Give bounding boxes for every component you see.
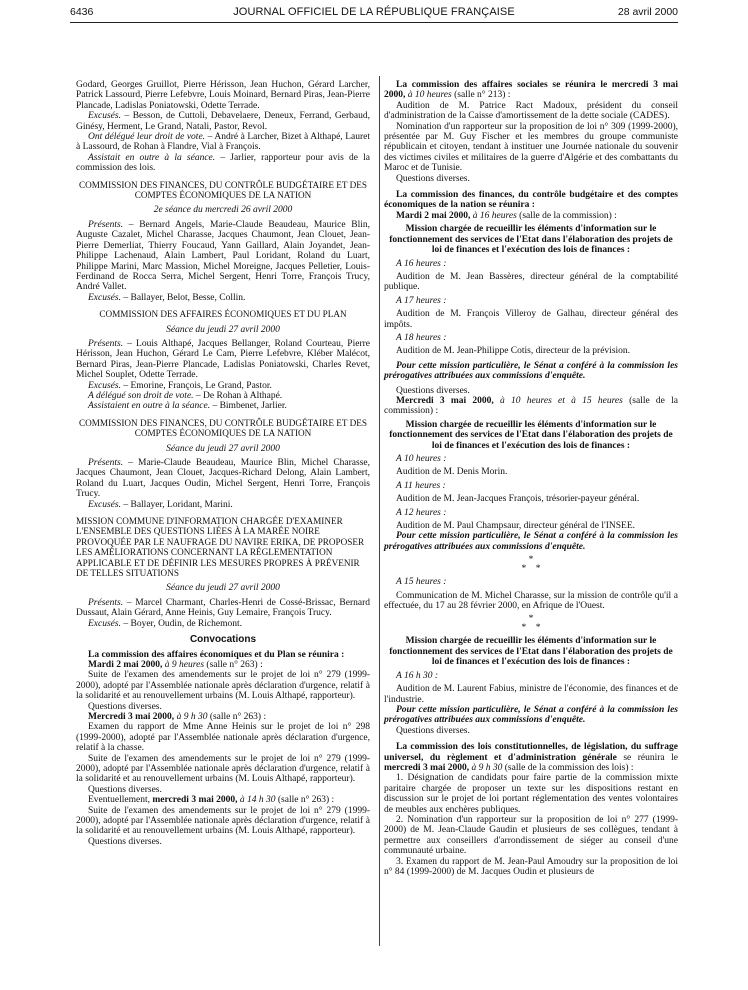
session-subtitle: 2e séance du mercredi 26 avril 2000 <box>153 205 293 216</box>
mission-title: Mission chargée de recueillir les éléments d'information sur le fonctionnement des services de l'Etat dans l'élaboration des projets de loi de finances et l'exécution des lois de finances : <box>389 419 673 451</box>
meeting-date-line: Mercredi 3 mai 2000, à 9 h 30 (salle n° 263) : <box>88 711 267 722</box>
excused-paragraph: Excusés. – Ballayer, Loridant, Marini. <box>88 499 233 510</box>
attendees-paragraph: Présents. – Bernard Angels, Marie-Claude Beaudeau, Maurice Blin, Auguste Cazalet, Michel Charasse, Jacques Chaumont, Jean Clouet, Jean-Pierre Demerliat, Thierry Foucaud, Yann Gaillard, Alain Joyandet, Jean-Philippe Lachenaud, Alain Lambert, Paul Loridant, Roland du Luart, Philippe Marini, Marc Massion, Michel Moreigne, Jacques Pelletier, Louis-Ferdinand de Rocca Serra, Michel Sergent, Henri Torre, François Trucy, André Vallet. <box>76 219 370 293</box>
excused-paragraph: Excusés. – Besson, de Cuttoli, Debavelaere, Deneux, Ferrand, Gerbaud, Ginésy, Herment, Le Grand, Natali, Pastor, Revol. <box>76 111 370 132</box>
senat-note: Pour cette mission particulière, le Sénat a conféré à la commission les prérogatives attribuées aux commissions d'enquête. <box>384 704 678 726</box>
agenda-paragraph: Questions diverses. <box>396 385 470 396</box>
agenda-paragraph: Audition de M. Jean Bassères, directeur général de la comptabilité publique. <box>384 271 678 293</box>
agenda-paragraph: Questions diverses. <box>88 836 162 847</box>
time-slot: A 16 heures : <box>396 258 447 269</box>
session-subtitle: Séance du jeudi 27 avril 2000 <box>166 324 280 335</box>
journal-title: JOURNAL OFFICIEL DE LA RÉPUBLIQUE FRANÇAISE <box>233 6 515 18</box>
meeting-date-line: Mardi 2 mai 2000, à 9 heures (salle n° 263) : <box>88 659 263 670</box>
page-header <box>70 5 678 21</box>
convocation-heading: La commission des lois constitutionnelles, de législation, du suffrage universel, du règlement et d'administration générale se réunira le mercredi 3 mai 2000, à 9 h 30 (salle de la commission des lois) : <box>384 742 679 773</box>
time-slot: A 15 heures : <box>396 577 447 588</box>
agenda-paragraph: Questions diverses. <box>88 784 162 795</box>
right-column <box>384 80 678 877</box>
meeting-date-line: Mardi 2 mai 2000, à 16 heures (salle de la commission) : <box>396 210 617 221</box>
section-title-finances: COMMISSION DES FINANCES, DU CONTRÔLE BUDGÉTAIRE ET DES COMPTES ÉCONOMIQUES DE LA NATION <box>78 179 367 201</box>
attendees-paragraph: Présents. – Louis Althapé, Jacques Bellanger, Roland Courteau, Pierre Hérisson, Jean Huchon, Gérard Le Cam, Pierre Lefebvre, Kléber Malécot, Bernard Piras, Jean-Pierre Plancade, Ladislas Poniatowski, Charles Revet, Michel Souplet, Odette Terrade. <box>76 338 370 381</box>
section-title-affaires-economiques: COMMISSION DES AFFAIRES ÉCONOMIQUES ET DU PLAN <box>99 309 347 320</box>
session-subtitle: Séance du jeudi 27 avril 2000 <box>166 583 280 594</box>
also-attended-paragraph: Assistaient en outre à la séance. – Bimbenet, Jarlier. <box>88 401 287 412</box>
issue-date: 28 avril 2000 <box>617 6 678 18</box>
mission-title: Mission chargée de recueillir les éléments d'information sur le fonctionnement des services de l'Etat dans l'élaboration des projets de loi de finances et l'exécution des lois de finances : <box>389 636 673 668</box>
left-column <box>76 80 370 847</box>
agenda-paragraph: Questions diverses. <box>396 173 470 184</box>
delegated-vote-paragraph: Ont délégué leur droit de vote. – André à Larcher, Bizet à Althapé, Lauret à Lassourd, de Rohan à Flandre, Vial à François. <box>76 132 370 153</box>
section-title-finances: COMMISSION DES FINANCES, DU CONTRÔLE BUDGÉTAIRE ET DES COMPTES ÉCONOMIQUES DE LA NATION <box>78 417 367 439</box>
agenda-item: 3. Examen du rapport de M. Jean-Paul Amoudry sur la proposition de loi n° 84 (1999-2000) de M. Jacques Oudin et plusieurs de <box>384 856 678 877</box>
agenda-paragraph: Audition de M. François Villeroy de Galhau, directeur général des impôts. <box>384 309 678 330</box>
agenda-paragraph: Suite de l'examen des amendements sur le projet de loi n° 279 (1999-2000), adopté par l'Assemblée nationale après déclaration d'urgence, relatif à la solidarité et au renouvellement urbains (M. Louis Althapé, rapporteur). <box>76 670 370 702</box>
convocation-heading: La commission des affaires économiques et du Plan se réunira : <box>88 649 345 660</box>
agenda-paragraph: Audition de M. Denis Morin. <box>396 467 508 478</box>
agenda-paragraph: Questions diverses. <box>88 701 162 712</box>
time-slot: A 17 heures : <box>396 295 447 306</box>
agenda-paragraph: Examen du rapport de Mme Anne Heinis sur le projet de loi n° 298 (1999-2000), adopté par l'Assemblée nationale après déclaration d'urgence, relatif à la chasse. <box>76 722 370 754</box>
separator-stars: * * * <box>521 555 541 575</box>
agenda-paragraph: Audition de M. Patrice Ract Madoux, président du conseil d'administration de la Caisse d'amortissement de la dette sociale (CADES). <box>384 100 678 122</box>
excused-paragraph: Excusés. – Boyer, Oudin, de Richemont. <box>88 618 242 629</box>
convocation-heading: La commission des affaires sociales se réunira le mercredi 3 mai 2000, à 10 heures (salle n° 213) : <box>384 80 678 101</box>
time-slot: A 12 heures : <box>396 507 447 518</box>
meeting-date-line: Eventuellement, mercredi 3 mai 2000, à 14 h 30 (salle n° 263) : <box>88 795 335 806</box>
header-rule <box>70 22 678 23</box>
agenda-paragraph: Audition de M. Paul Champsaur, directeur général de l'INSEE. <box>396 521 636 532</box>
session-subtitle: Séance du jeudi 27 avril 2000 <box>166 443 280 454</box>
time-slot: A 16 h 30 : <box>396 670 439 681</box>
convocations-heading: Convocations <box>189 634 257 646</box>
senat-note: Pour cette mission particulière, le Sénat a conféré à la commission les prérogatives attribuées aux commissions d'enquête. <box>384 360 678 382</box>
attendees-paragraph: Présents. – Marie-Claude Beaudeau, Maurice Blin, Michel Charasse, Jacques Chaumont, Jean Clouet, Jacques-Richard Delong, Alain Lambert, Roland du Luart, Jacques Oudin, Michel Sergent, Henri Torre, François Trucy. <box>76 458 370 500</box>
convocation-heading: La commission des finances, du contrôle budgétaire et des comptes économiques de la nation se réunira : <box>384 190 678 211</box>
column-divider <box>379 76 380 946</box>
agenda-paragraph: Suite de l'examen des amendements sur le projet de loi n° 279 (1999-2000), adopté par l'Assemblée nationale après déclaration d'urgence, relatif à la solidarité et au renouvellement urbains (M. Louis Althapé, rapporteur). <box>76 753 370 785</box>
agenda-paragraph: Suite de l'examen des amendements sur le projet de loi n° 279 (1999-2000), adopté par l'Assemblée nationale après déclaration d'urgence, relatif à la solidarité et au renouvellement urbains (M. Louis Althapé, rapporteur). <box>76 805 370 837</box>
excused-paragraph: Excusés. – Ballayer, Belot, Besse, Collin. <box>88 292 246 303</box>
attendees-paragraph: Présents. – Marcel Charmant, Charles-Henri de Cossé-Brissac, Bernard Dussaut, Alain Gérard, Anne Heinis, Guy Lemaire, François Trucy. <box>76 597 370 619</box>
delegated-vote-paragraph: A délégué son droit de vote. – De Rohan à Althapé. <box>88 390 283 401</box>
meeting-date-line: Mercredi 3 mai 2000, à 10 heures et à 15 heures (salle de la commission) : <box>384 395 678 417</box>
agenda-paragraph: Audition de M. Jean-Jacques François, trésorier-payeur général. <box>396 494 640 505</box>
excused-paragraph: Excusés. – Emorine, François, Le Grand, Pastor. <box>88 380 272 391</box>
time-slot: A 10 heures : <box>396 454 447 464</box>
section-title-mission-erika: MISSION COMMUNE D'INFORMATION CHARGÉE D'EXAMINER L'ENSEMBLE DES QUESTIONS LIÉES À LA MARÉE NOIRE PROVOQUÉE PAR LE NAUFRAGE DU NAVIRE ERIKA, DE PROPOSER LES AMÉLIORATIONS CONCERNANT LA RÉGLEMENTATION APPLICABLE ET DE DÉFINIR LES MESURES PROPRES À PRÉVENIR DE TELLES SITUATIONS <box>76 516 365 579</box>
agenda-paragraph: Audition de M. Laurent Fabius, ministre de l'économie, des finances et de l'industrie. <box>384 684 678 705</box>
time-slot: A 11 heures : <box>396 480 446 491</box>
agenda-paragraph: Communication de M. Michel Charasse, sur la mission de contrôle qu'il a effectuée, du 17 au 28 février 2000, en Afrique de l'Ouest. <box>384 590 678 612</box>
also-attended-paragraph: Assistait en outre à la séance. – Jarlier, rapporteur pour avis de la commission des lois. <box>76 152 370 174</box>
separator-stars: * * * <box>521 614 541 634</box>
agenda-paragraph: Audition de M. Jean-Philippe Cotis, directeur de la prévision. <box>396 346 631 357</box>
agenda-item: 2. Nomination d'un rapporteur sur la proposition de loi n° 277 (1999-2000) de M. Jean-Claude Gaudin et plusieurs de ses collègues, tendant à permettre aux conseillers d'arrondissement de siéger au conseil d'une communauté urbaine. <box>384 814 678 857</box>
agenda-paragraph: Questions diverses. <box>396 725 470 736</box>
attendees-paragraph: Godard, Georges Gruillot, Pierre Hérisson, Jean Huchon, Gérard Larcher, Patrick Lassourd, Pierre Lefebvre, Louis Moinard, Bernard Piras, Jean-Pierre Plancade, Ladislas Poniatowski, Odette Terrade. <box>76 80 370 111</box>
agenda-paragraph: Nomination d'un rapporteur sur la proposition de loi n° 309 (1999-2000), présentée par M. Guy Fischer et les membres du groupe communiste républicain et citoyen, tendant à instituer une Journée nationale du souvenir des victimes civiles et militaires de la guerre d'Algérie et des combattants du Maroc et de Tunisie. <box>384 121 678 174</box>
mission-title: Mission chargée de recueillir les éléments d'information sur le fonctionnement des services de l'Etat dans l'élaboration des projets de loi de finances et l'exécution des lois de finances : <box>389 224 673 256</box>
senat-note: Pour cette mission particulière, le Sénat a conféré à la commission les prérogatives attribuées aux commissions d'enquête. <box>384 531 678 552</box>
page-number: 6436 <box>70 6 94 18</box>
agenda-item: 1. Désignation de candidats pour faire partie de la commission mixte paritaire chargée de proposer un texte sur les dispositions restant en discussion sur le projet de loi portant réglementation des ventes volontaires de meubles aux enchères publiques. <box>384 773 678 815</box>
time-slot: A 18 heures : <box>396 332 447 343</box>
